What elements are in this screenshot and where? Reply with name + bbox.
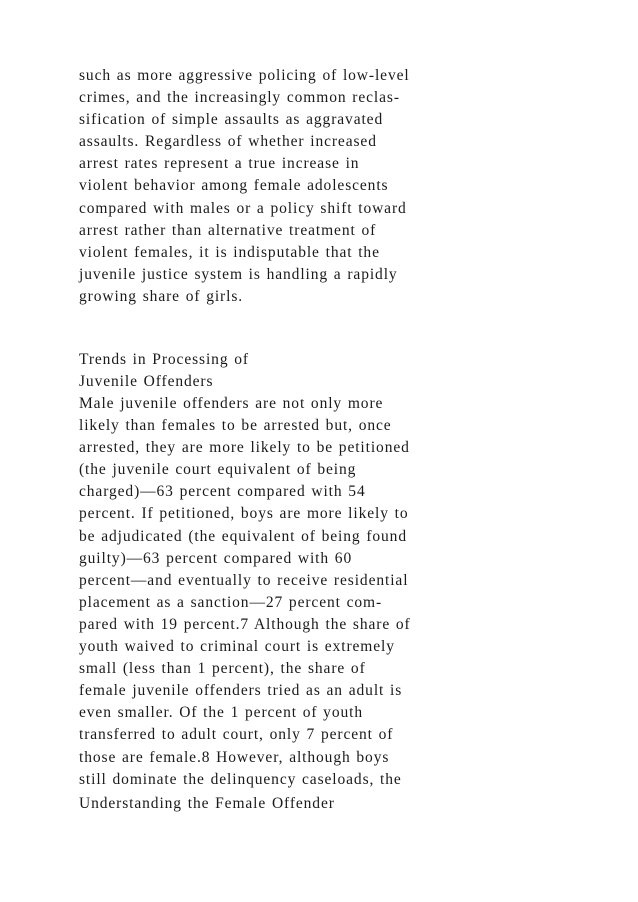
text-line: pared with 19 percent.7 Although the share of	[79, 615, 411, 633]
text-line: charged)—63 percent compared with 54	[79, 483, 366, 501]
text-line: (the juvenile court equivalent of being	[79, 461, 357, 479]
text-line: violent behavior among female adolescents	[79, 177, 389, 195]
text-line: juvenile justice system is handling a rapidly	[79, 265, 398, 283]
text-line: growing share of girls.	[79, 287, 244, 305]
text-line: likely than females to be arrested but, once	[79, 417, 392, 435]
heading-line: Trends in Processing of	[79, 351, 249, 368]
text-line: arrest rather than alternative treatment of	[79, 221, 377, 239]
text-line: sification of simple assaults as aggravated	[79, 111, 384, 129]
text-line: assaults. Regardless of whether increased	[79, 133, 377, 151]
text-line: those are female.8 However, although boys	[79, 748, 390, 766]
text-line: arrest rates represent a true increase in	[79, 155, 360, 173]
text-line: even smaller. Of the 1 percent of youth	[79, 704, 363, 722]
text-line: be adjudicated (the equivalent of being found	[79, 527, 407, 545]
text-line: female juvenile offenders tried as an adult is	[79, 682, 403, 700]
text-line: transferred to adult court, only 7 percent of	[79, 726, 394, 744]
text-line: percent. If petitioned, boys are more likely to	[79, 505, 409, 523]
section-heading	[79, 349, 249, 393]
text-line: still dominate the delinquency caseloads, the	[79, 770, 402, 788]
text-line: placement as a sanction—27 percent com-	[79, 593, 383, 611]
text-line: Male juvenile offenders are not only more	[79, 395, 384, 412]
text-line: small (less than 1 percent), the share of	[79, 660, 366, 678]
text-line: arrested, they are more likely to be petitioned	[79, 439, 410, 457]
text-line: youth waived to criminal court is extremely	[79, 638, 395, 656]
body-paragraph-1	[79, 65, 410, 308]
text-line: guilty)—63 percent compared with 60	[79, 549, 353, 567]
body-paragraph-2	[79, 393, 411, 791]
text-line: percent—and eventually to receive residential	[79, 571, 409, 589]
text-line: such as more aggressive policing of low-level	[79, 67, 410, 84]
text-line: violent females, it is indisputable that the	[79, 243, 380, 261]
text-line: compared with males or a policy shift toward	[79, 199, 407, 217]
footer-title-text: Understanding the Female Offender	[79, 795, 335, 812]
running-footer-title	[79, 793, 335, 815]
text-line: crimes, and the increasingly common reclas-	[79, 89, 400, 107]
heading-line: Juvenile Offenders	[79, 373, 214, 391]
